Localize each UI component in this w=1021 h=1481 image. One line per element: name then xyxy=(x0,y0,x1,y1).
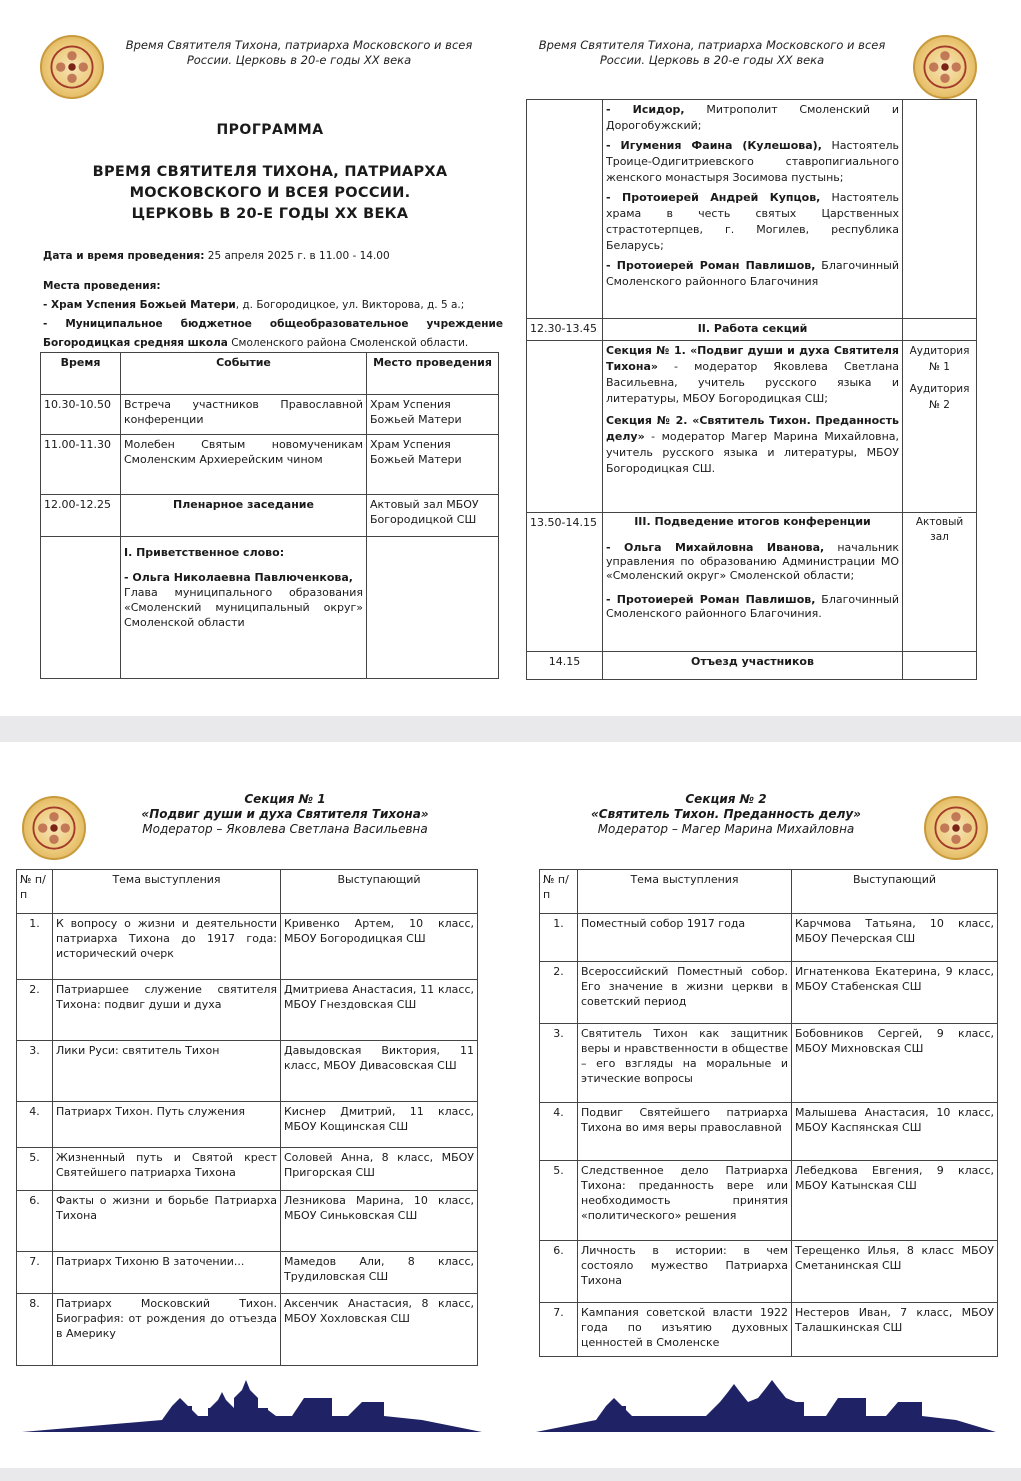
speaker-name: - Ольга Николаевна Павлюченкова, xyxy=(124,571,353,584)
col-header-speaker: Выступающий xyxy=(281,870,478,914)
title-line: ВРЕМЯ СВЯТИТЕЛЯ ТИХОНА, ПАТРИАРХА xyxy=(92,164,448,180)
sections-cell xyxy=(603,341,903,513)
patriarch-emblem-icon xyxy=(913,35,977,99)
row-event: II. Работа секций xyxy=(603,319,903,341)
greeting-heading: I. Приветственное слово: xyxy=(124,546,285,559)
row-topic: Жизненный путь и Святой крест Святейшего патриарха Тихона xyxy=(53,1148,281,1191)
row-speaker: Дмитриева Анастасия, 11 класс, МБОУ Гнездовская СШ xyxy=(281,980,478,1041)
table-row xyxy=(17,1102,478,1148)
row-number: 4. xyxy=(540,1103,578,1161)
section-heading: Секция № 1 xyxy=(244,792,326,806)
row-number: 7. xyxy=(17,1252,53,1294)
section-title: Секция № 2. «Святитель Тихон. Преданность делу» xyxy=(606,414,899,443)
table-row xyxy=(17,1148,478,1191)
col-header-place: Место проведения xyxy=(367,353,499,395)
row-event: Пленарное заседание xyxy=(121,495,367,537)
schedule-row xyxy=(527,319,977,341)
row-number: 4. xyxy=(17,1102,53,1148)
speakers-cell xyxy=(603,100,903,319)
section-heading: Секция № 2 xyxy=(685,792,767,806)
row-topic: Патриарх Московский Тихон. Биография: от рождения до отъезда в Америку xyxy=(53,1294,281,1366)
speaker-role: Настоятель храма в честь святых Царственных страстотерпцев, г. Могилев, республика Беларусь; xyxy=(606,191,899,252)
row-topic: Поместный собор 1917 года xyxy=(578,914,792,962)
col-header-speaker: Выступающий xyxy=(792,870,998,914)
row-event: Отъезд участников xyxy=(603,652,903,680)
row-time: 10.30-10.50 xyxy=(41,395,121,435)
table-row xyxy=(540,1241,998,1303)
speaker-name: - Протоиерей Андрей Купцов, xyxy=(606,191,821,204)
row-speaker: Мамедов Али, 8 класс, Трудиловская СШ xyxy=(281,1252,478,1294)
row-place xyxy=(903,341,977,513)
row-topic: Следственное дело Патриарха Тихона: преданность вере или необходимость принятия «политического» решения xyxy=(578,1161,792,1241)
table-row xyxy=(17,980,478,1041)
schedule-table xyxy=(40,352,499,679)
venue-address: , д. Богородицкое, ул. Викторова, д. 5 а.; xyxy=(235,299,465,311)
col-header-num: № п/п xyxy=(17,870,53,914)
date-label: Дата и время проведения: xyxy=(43,250,205,262)
col-header-event: Событие xyxy=(121,353,367,395)
room-label: Аудитория № 2 xyxy=(909,383,970,411)
section-moderator: Модератор – Магер Марина Михайловна xyxy=(597,822,855,836)
row-topic: Патриарх Тихоню В заточении... xyxy=(53,1252,281,1294)
row-time: 11.00-11.30 xyxy=(41,435,121,495)
program-title xyxy=(40,162,500,225)
schedule-row xyxy=(41,495,499,537)
venue-name: - Храм Успения Божьей Матери xyxy=(43,299,236,311)
row-topic: Святитель Тихон как защитник веры и нравственности в обществе – его взгляды на моральные и этические вопросы xyxy=(578,1024,792,1103)
col-header-topic: Тема выступления xyxy=(578,870,792,914)
speaker-role: начальник управления по образованию Администрации МО «Смоленский округ» Смоленской области; xyxy=(606,541,899,582)
row-number: 8. xyxy=(17,1294,53,1366)
section2-table xyxy=(539,869,998,1357)
patriarch-emblem-icon xyxy=(22,796,86,860)
schedule-row xyxy=(41,537,499,679)
speaker-name: - Протоиерей Роман Павлишов, xyxy=(606,259,816,272)
sections-page xyxy=(0,742,1021,1468)
venue-name: - Муниципальное бюджетное общеобразовательное учреждение Богородицкая средняя школа xyxy=(43,318,503,349)
running-header-right: Время Святителя Тихона, патриарха Московского и всея России. Церковь в 20-е годы XX века xyxy=(538,38,886,67)
row-place: Актовый зал МБОУ Богородицкой СШ xyxy=(367,495,499,537)
speaker-role: Глава муниципального образования «Смоленский муниципальный округ» Смоленской области xyxy=(124,586,363,629)
schedule-row xyxy=(527,513,977,652)
speaker-name: - Исидор, xyxy=(606,103,685,116)
row-topic: Факты о жизни и борьбе Патриарха Тихона xyxy=(53,1191,281,1252)
table-row xyxy=(540,1024,998,1103)
section-moderator: - модератор Яковлева Светлана Васильевна, учитель русского языка и литературы, МБОУ Богородицкая СШ; xyxy=(606,360,899,405)
row-topic: Патриарх Тихон. Путь служения xyxy=(53,1102,281,1148)
event-date xyxy=(43,247,503,265)
kremlin-skyline-icon xyxy=(22,1370,482,1434)
row-topic: Кампания советской власти 1922 года по изъятию духовных ценностей в Смоленске xyxy=(578,1303,792,1357)
row-event: Встреча участников Православной конференции xyxy=(121,395,367,435)
table-row xyxy=(540,914,998,962)
row-number: 2. xyxy=(540,962,578,1024)
row-place: Храм Успения Божьей Матери xyxy=(367,395,499,435)
section2-header xyxy=(556,792,896,837)
greeting-cell xyxy=(121,537,367,679)
row-number: 6. xyxy=(17,1191,53,1252)
row-topic: Всероссийский Поместный собор. Его значение в жизни церкви в советский период xyxy=(578,962,792,1024)
venue-address: Смоленского района Смоленской области. xyxy=(227,337,469,349)
row-topic: Подвиг Святейшего патриарха Тихона во имя веры православной xyxy=(578,1103,792,1161)
table-row xyxy=(17,1041,478,1102)
row-speaker: Лезникова Марина, 10 класс, МБОУ Синьковская СШ xyxy=(281,1191,478,1252)
kremlin-skyline-icon xyxy=(536,1370,996,1434)
section-title: Секция № 1. «Подвиг души и духа Святителя Тихона» xyxy=(606,344,899,373)
row-speaker: Соловей Анна, 8 класс, МБОУ Пригорская СШ xyxy=(281,1148,478,1191)
schedule-row xyxy=(41,395,499,435)
speaker-name: - Ольга Михайловна Иванова, xyxy=(606,541,825,554)
row-time: 13.50-14.15 xyxy=(527,513,603,652)
row-speaker: Бобовников Сергей, 9 класс, МБОУ Михновская СШ xyxy=(792,1024,998,1103)
row-time: 14.15 xyxy=(527,652,603,680)
row-place: Актовый зал xyxy=(903,513,977,652)
col-header-num: № п/п xyxy=(540,870,578,914)
col-header-time: Время xyxy=(41,353,121,395)
row-number: 1. xyxy=(17,914,53,980)
row-speaker: Давыдовская Виктория, 11 класс, МБОУ Дивасовская СШ xyxy=(281,1041,478,1102)
speaker-role: Благочинный Смоленского районного Благочиния xyxy=(606,259,899,288)
room-label: Аудитория № 1 xyxy=(909,345,970,373)
row-speaker: Кривенко Артем, 10 класс, МБОУ Богородицкая СШ xyxy=(281,914,478,980)
row-number: 1. xyxy=(540,914,578,962)
schedule-table-continued xyxy=(526,99,977,680)
row-speaker: Аксенчик Анастасия, 8 класс, МБОУ Хохловская СШ xyxy=(281,1294,478,1366)
section1-table xyxy=(16,869,478,1366)
table-row xyxy=(540,1303,998,1357)
patriarch-emblem-icon xyxy=(40,35,104,99)
row-number: 5. xyxy=(17,1148,53,1191)
row-place: Храм Успения Божьей Матери xyxy=(367,435,499,495)
row-topic: К вопросу о жизни и деятельности патриарха Тихона до 1917 года: исторический очерк xyxy=(53,914,281,980)
table-row xyxy=(540,1103,998,1161)
row-time: 12.30-13.45 xyxy=(527,319,603,341)
schedule-row xyxy=(527,652,977,680)
patriarch-emblem-icon xyxy=(924,796,988,860)
results-cell xyxy=(603,513,903,652)
speaker-name: - Игумения Фаина (Кулешова), xyxy=(606,139,822,152)
col-header-topic: Тема выступления xyxy=(53,870,281,914)
title-line: ЦЕРКОВЬ В 20-Е ГОДЫ XX ВЕКА xyxy=(131,206,409,222)
row-number: 5. xyxy=(540,1161,578,1241)
row-speaker: Киснер Дмитрий, 11 класс, МБОУ Кощинская СШ xyxy=(281,1102,478,1148)
row-event: III. Подведение итогов конференции xyxy=(634,515,871,528)
title-line: МОСКОВСКОГО И ВСЕЯ РОССИИ. xyxy=(129,185,411,201)
section-moderator: - модератор Магер Марина Михайловна, учитель русского языка и литературы, МБОУ Богородицкая СШ. xyxy=(606,430,899,475)
row-speaker: Игнатенкова Екатерина, 9 класс, МБОУ Стабенская СШ xyxy=(792,962,998,1024)
row-number: 3. xyxy=(540,1024,578,1103)
table-row xyxy=(17,1252,478,1294)
section-moderator: Модератор – Яковлева Светлана Васильевна xyxy=(142,822,428,836)
date-value: 25 апреля 2025 г. в 11.00 - 14.00 xyxy=(207,250,390,262)
row-speaker: Карчмова Татьяна, 10 класс, МБОУ Печерская СШ xyxy=(792,914,998,962)
speaker-role: Митрополит Смоленский и Дорогобужский; xyxy=(606,103,899,132)
row-speaker: Малышева Анастасия, 10 класс, МБОУ Каспянская СШ xyxy=(792,1103,998,1161)
row-time: 12.00-12.25 xyxy=(41,495,121,537)
row-number: 2. xyxy=(17,980,53,1041)
table-row xyxy=(17,1294,478,1366)
speaker-role: Благочинный Смоленского районного Благочиния. xyxy=(606,593,899,620)
row-speaker: Лебедкова Евгения, 9 класс, МБОУ Катынская СШ xyxy=(792,1161,998,1241)
section-title: «Подвиг души и духа Святителя Тихона» xyxy=(141,807,429,821)
row-topic: Личность в истории: в чем состояло мужество Патриарха Тихона xyxy=(578,1241,792,1303)
row-event: Молебен Святым новомученикам Смоленским Архиерейским чином xyxy=(121,435,367,495)
places-label: Места проведения: xyxy=(43,280,161,292)
row-number: 7. xyxy=(540,1303,578,1357)
section-title: «Святитель Тихон. Преданность делу» xyxy=(591,807,861,821)
program-page xyxy=(0,0,1021,716)
schedule-row xyxy=(527,341,977,513)
speaker-role: Настоятель Троице-Одигитриевского ставропигиального женского монастыря Зосимова пустынь; xyxy=(606,139,899,184)
table-row xyxy=(17,914,478,980)
running-header-left: Время Святителя Тихона, патриарха Московского и всея России. Церковь в 20-е годы XX века xyxy=(125,38,473,67)
program-label: ПРОГРАММА xyxy=(216,122,324,138)
table-row xyxy=(17,1191,478,1252)
row-number: 6. xyxy=(540,1241,578,1303)
row-speaker: Нестеров Иван, 7 класс, МБОУ Талашкинская СШ xyxy=(792,1303,998,1357)
schedule-row xyxy=(41,435,499,495)
row-topic: Лики Руси: святитель Тихон xyxy=(53,1041,281,1102)
section1-header xyxy=(100,792,470,837)
venues xyxy=(43,277,503,353)
row-topic: Патриаршее служение святителя Тихона: подвиг души и духа xyxy=(53,980,281,1041)
row-speaker: Терещенко Илья, 8 класс МБОУ Сметанинская СШ xyxy=(792,1241,998,1303)
row-number: 3. xyxy=(17,1041,53,1102)
speaker-name: - Протоиерей Роман Павлишов, xyxy=(606,593,816,606)
table-row xyxy=(540,1161,998,1241)
table-row xyxy=(540,962,998,1024)
